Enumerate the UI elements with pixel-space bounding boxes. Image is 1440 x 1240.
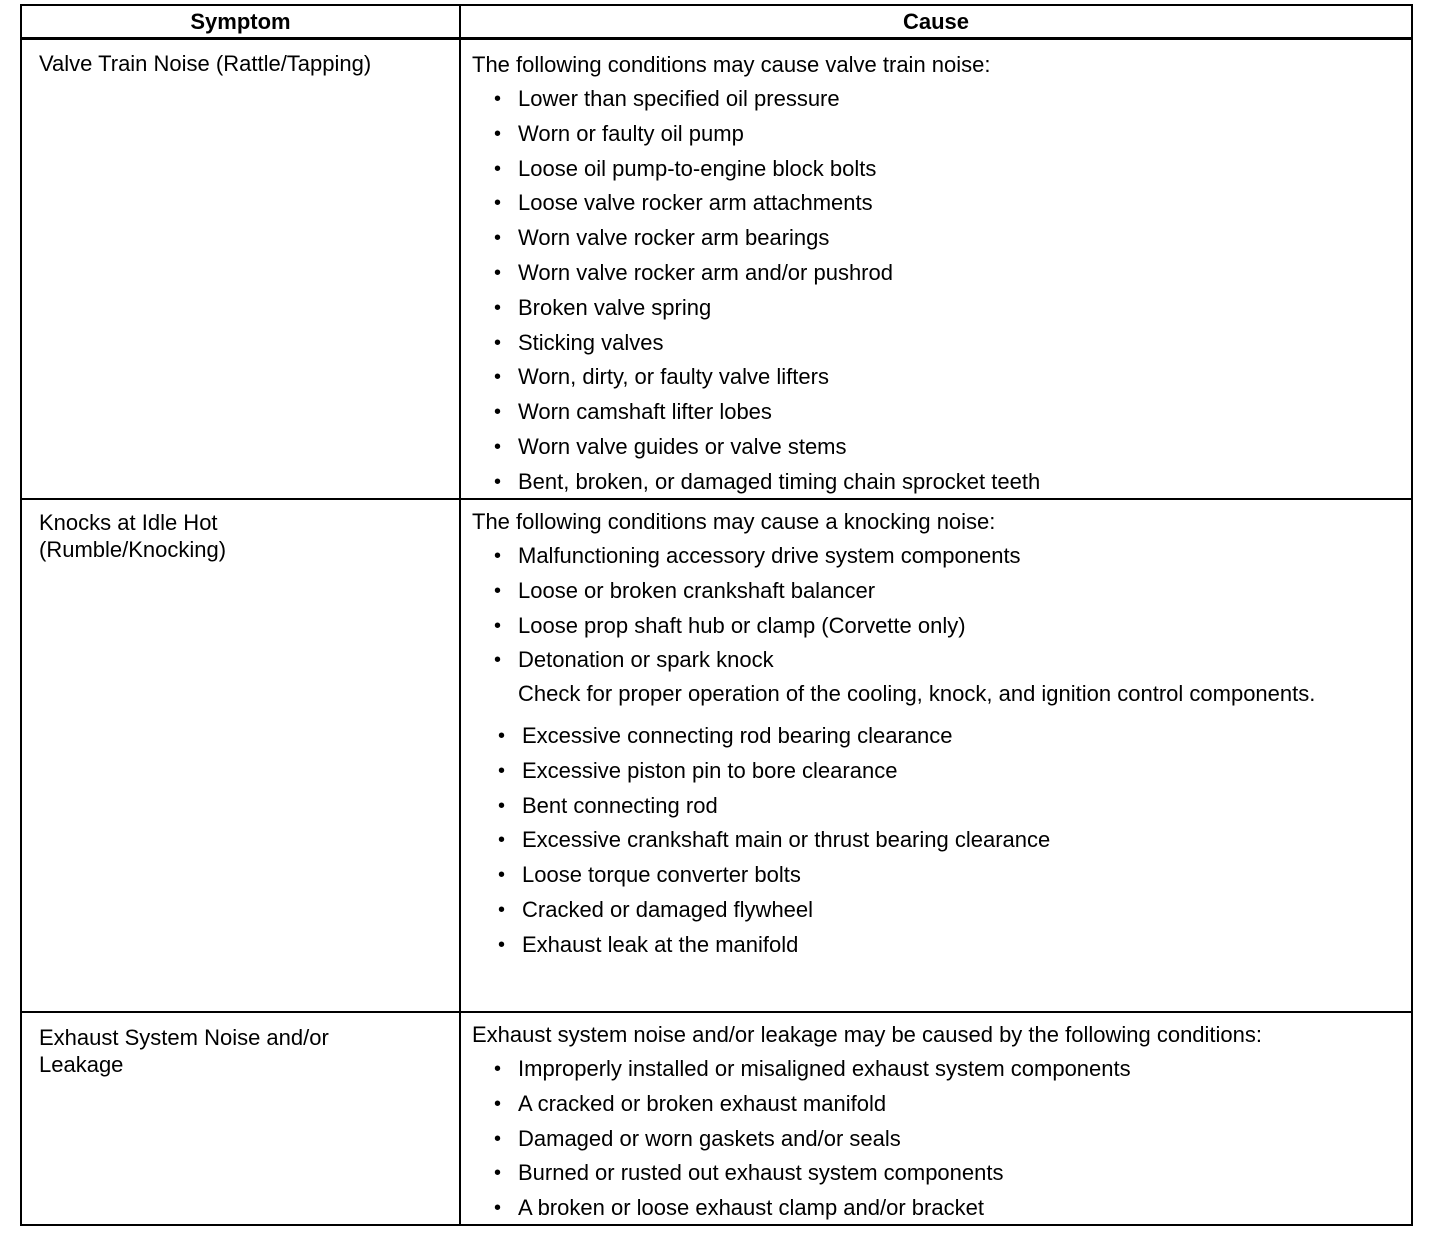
list-item: • Loose prop shaft hub or clamp (Corvette only) <box>472 609 1401 644</box>
list-item: • A broken or loose exhaust clamp and/or bracket <box>472 1191 1401 1226</box>
list-item: • Worn valve rocker arm and/or pushrod <box>472 256 1401 291</box>
list-item: • Damaged or worn gaskets and/or seals <box>472 1122 1401 1157</box>
list-item: • Loose torque converter bolts <box>472 858 1401 893</box>
symptom-exhaust-system-noise: Exhaust System Noise and/or Leakage <box>39 1025 329 1077</box>
list-item: • Broken valve spring <box>472 291 1401 326</box>
list-item: • Loose oil pump-to-engine block bolts <box>472 152 1401 187</box>
cause-list <box>472 719 1401 963</box>
cause-list <box>472 82 1401 500</box>
cause-intro: The following conditions may cause valve train noise: <box>472 52 991 77</box>
cause-intro: Exhaust system noise and/or leakage may be caused by the following conditions: <box>472 1022 1263 1047</box>
cause-list <box>472 1052 1401 1226</box>
cause-note: Check for proper operation of the cooling, knock, and ignition control components. <box>518 681 1316 707</box>
list-item: • Cracked or damaged flywheel <box>472 893 1401 928</box>
cause-list <box>472 539 1401 719</box>
list-item: • Burned or rusted out exhaust system components <box>472 1156 1401 1191</box>
row-divider <box>22 1011 1411 1013</box>
list-item: • Sticking valves <box>472 326 1401 361</box>
cause-column-header: Cause <box>902 9 970 34</box>
symptom-column-header: Symptom <box>190 9 291 34</box>
list-item: • Excessive connecting rod bearing clearance <box>472 719 1401 754</box>
diagnosis-table <box>20 4 1413 1226</box>
list-item: • Lower than specified oil pressure <box>472 82 1401 117</box>
header-rule <box>22 37 1411 40</box>
list-item: • Improperly installed or misaligned exhaust system components <box>472 1052 1401 1087</box>
symptom-valve-train-noise: Valve Train Noise (Rattle/Tapping) <box>39 51 372 76</box>
list-item: • Excessive piston pin to bore clearance <box>472 754 1401 789</box>
cause-cell-valve-train <box>472 48 1401 500</box>
cause-intro: The following conditions may cause a knocking noise: <box>472 509 996 534</box>
list-item: • Exhaust leak at the manifold <box>472 928 1401 963</box>
list-item: • Bent, broken, or damaged timing chain sprocket teeth <box>472 465 1401 500</box>
cause-cell-knocks <box>472 505 1401 963</box>
list-item: • Worn, dirty, or faulty valve lifters <box>472 360 1401 395</box>
list-item: • Bent connecting rod <box>472 789 1401 824</box>
list-item: • Excessive crankshaft main or thrust bearing clearance <box>472 823 1401 858</box>
list-item: • Worn or faulty oil pump <box>472 117 1401 152</box>
list-item: • Detonation or spark knock <box>472 643 1401 678</box>
list-item: • Worn camshaft lifter lobes <box>472 395 1401 430</box>
symptom-knocks-at-idle-hot: Knocks at Idle Hot (Rumble/Knocking) <box>39 510 227 562</box>
list-item: • Loose or broken crankshaft balancer <box>472 574 1401 609</box>
list-item: • A cracked or broken exhaust manifold <box>472 1087 1401 1122</box>
column-divider <box>459 6 461 1224</box>
cause-cell-exhaust <box>472 1018 1401 1226</box>
list-item: • Worn valve guides or valve stems <box>472 430 1401 465</box>
list-item: • Malfunctioning accessory drive system components <box>472 539 1401 574</box>
list-item: • Loose valve rocker arm attachments <box>472 186 1401 221</box>
list-item: • Worn valve rocker arm bearings <box>472 221 1401 256</box>
